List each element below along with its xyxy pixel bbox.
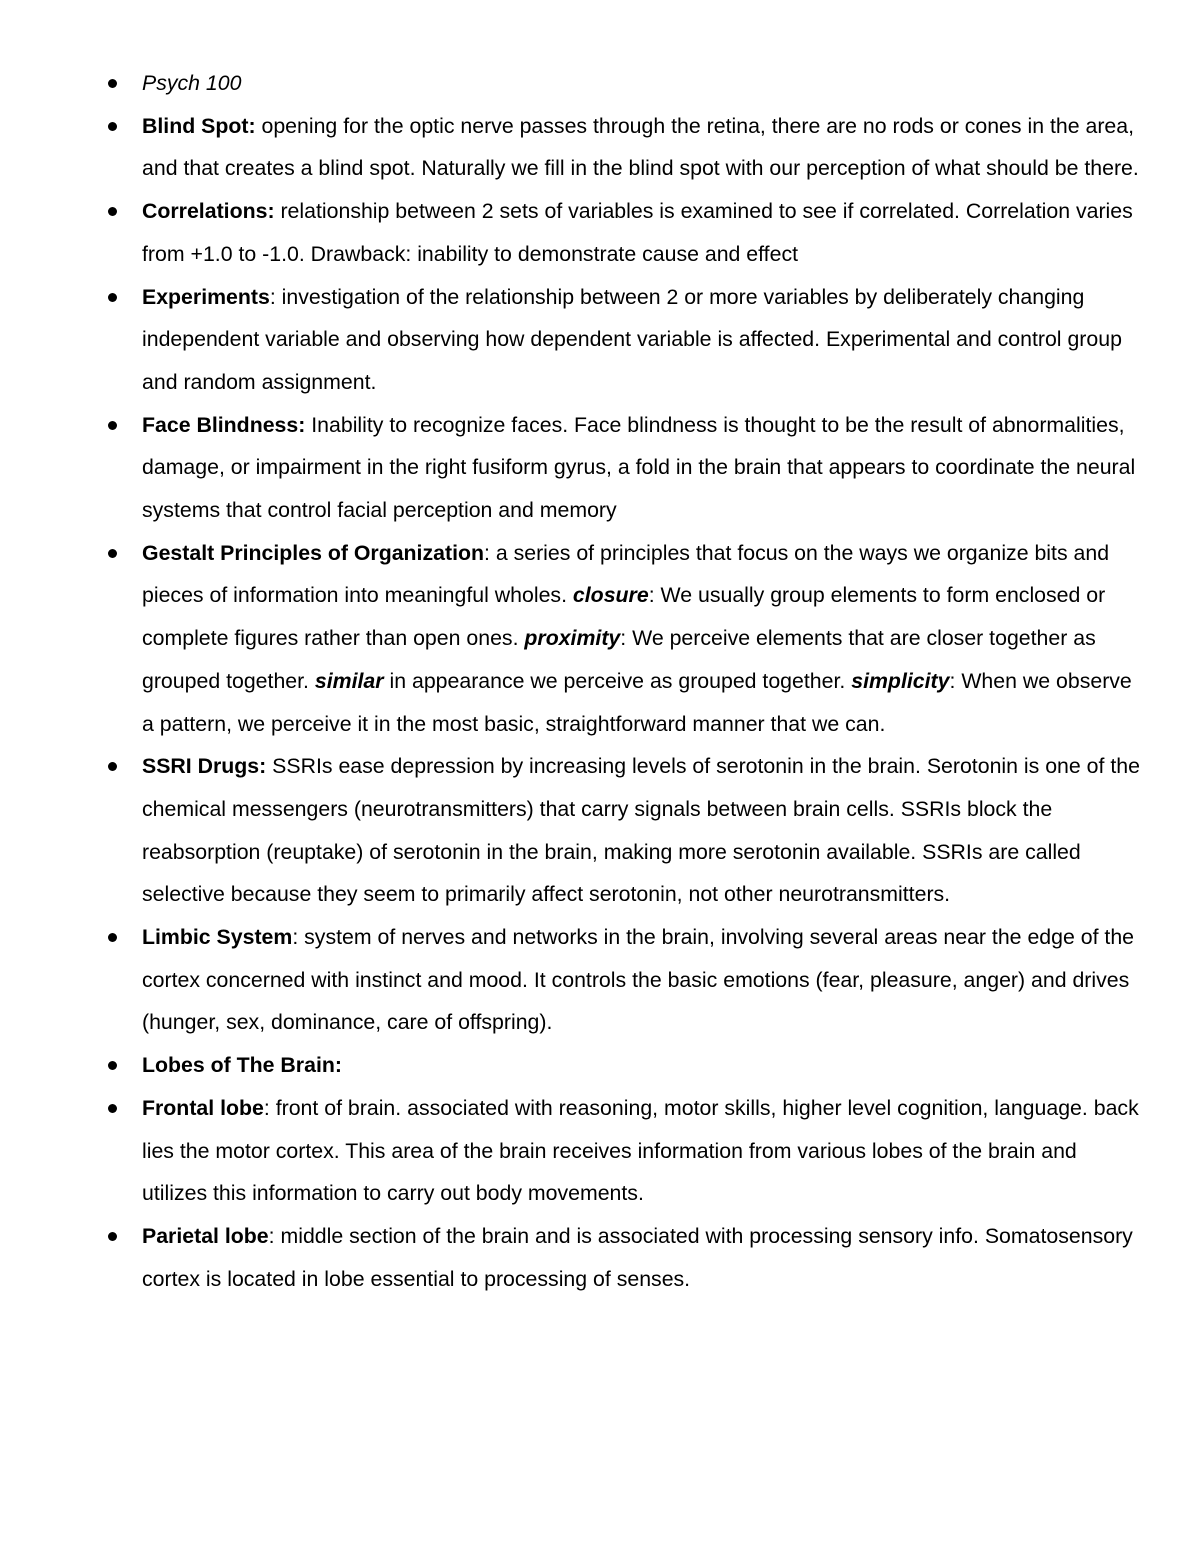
- term-blind-spot: Blind Spot:: [142, 113, 256, 138]
- list-item-title: [142, 62, 1142, 105]
- bullet-icon: [108, 1232, 117, 1241]
- list-item-experiments: [142, 276, 1142, 404]
- definition-parietal: : middle section of the brain and is associated with processing sensory info. Somatosensory cortex is located in lobe essential to processing of senses.: [142, 1223, 1133, 1291]
- term-face-blindness: Face Blindness:: [142, 412, 306, 437]
- definition-blind-spot: opening for the optic nerve passes through the retina, there are no rods or cones in the area, and that creates a blind spot. Naturally we fill in the blind spot with our perception of what should be there.: [142, 113, 1139, 181]
- term-frontal: Frontal lobe: [142, 1095, 264, 1120]
- term-gestalt: Gestalt Principles of Organization: [142, 540, 484, 565]
- definition-gestalt-4: in appearance we perceive as grouped together.: [383, 668, 852, 693]
- subterm-similar: similar: [314, 668, 384, 693]
- subterm-simplicity: simplicity: [851, 668, 950, 693]
- document-page: [0, 62, 1200, 1300]
- definition-gestalt-5: : When we observe a pattern, we perceive it in the most basic, straightforward manner that we can.: [142, 668, 1132, 736]
- term-limbic: Limbic System: [142, 925, 293, 950]
- term-ssri: SSRI Drugs:: [142, 754, 267, 779]
- subterm-proximity: proximity: [524, 626, 621, 651]
- definition-frontal: : front of brain. associated with reasoning, motor skills, higher level cognition, language. back lies the motor cortex. This area of the brain receives information from various lobes of the brain and utilizes this information to carry out body movements.: [142, 1095, 1139, 1206]
- bullet-icon: [108, 79, 117, 88]
- bullet-icon: [108, 762, 117, 771]
- bullet-icon: [108, 1061, 117, 1070]
- list-item-gestalt: [142, 532, 1142, 746]
- bullet-icon: [108, 293, 117, 302]
- term-parietal: Parietal lobe: [142, 1223, 269, 1248]
- definition-limbic: : system of nerves and networks in the brain, involving several areas near the edge of the cortex concerned with instinct and mood. It controls the basic emotions (fear, pleasure, anger) and drives (hunger, sex, dominance, care of offspring).: [142, 925, 1135, 1035]
- list-item-lobes: [142, 1044, 1142, 1087]
- document-title: Psych 100: [142, 71, 242, 95]
- definition-correlations: relationship between 2 sets of variables is examined to see if correlated. Correlation varies from +1.0 to -1.0. Drawback: inability to demonstrate cause and effect: [142, 199, 1133, 266]
- definition-ssri: SSRIs ease depression by increasing levels of serotonin in the brain. Serotonin is one of the chemical messengers (neurotransmitters) that carry signals between brain cells. SSRIs block the reabsorption (reuptake) of serotonin in the brain, making more serotonin available. SSRIs are called selective because they seem to primarily affect serotonin, not other neurotransmitters.: [142, 754, 1140, 907]
- list-item-frontal: [142, 1087, 1142, 1215]
- term-lobes: Lobes of The Brain:: [142, 1053, 342, 1078]
- definition-experiments: : investigation of the relationship between 2 or more variables by deliberately changing independent variable and observing how dependent variable is affected. Experimental and control group and random assignment.: [142, 284, 1122, 394]
- definition-face-blindness: Inability to recognize faces. Face blindness is thought to be the result of abnormalities, damage, or impairment in the right fusiform gyrus, a fold in the brain that appears to coordinate the neural systems that control facial perception and memory: [142, 412, 1136, 523]
- term-experiments: Experiments: [142, 284, 270, 309]
- list-item-parietal: [142, 1215, 1142, 1300]
- list-item-blind-spot: [142, 105, 1142, 190]
- subterm-closure: closure: [572, 583, 649, 608]
- term-correlations: Correlations:: [142, 199, 275, 224]
- list-item-face-blindness: [142, 404, 1142, 532]
- definition-gestalt-3: : We perceive elements that are closer together as grouped together.: [142, 626, 1096, 693]
- bullet-icon: [108, 933, 117, 942]
- bullet-icon: [108, 421, 117, 430]
- list-item-ssri: [142, 745, 1142, 916]
- bullet-icon: [108, 122, 117, 131]
- definition-gestalt-1: : a series of principles that focus on the ways we organize bits and pieces of information into meaningful wholes.: [142, 540, 1110, 608]
- list-item-limbic: [142, 916, 1142, 1044]
- definition-gestalt-2: : We usually group elements to form enclosed or complete figures rather than open ones.: [142, 583, 1106, 651]
- bullet-icon: [108, 207, 117, 216]
- bullet-icon: [108, 549, 117, 558]
- bullet-icon: [108, 1104, 117, 1113]
- list-item-correlations: [142, 190, 1142, 275]
- notes-list: [0, 62, 1142, 1300]
